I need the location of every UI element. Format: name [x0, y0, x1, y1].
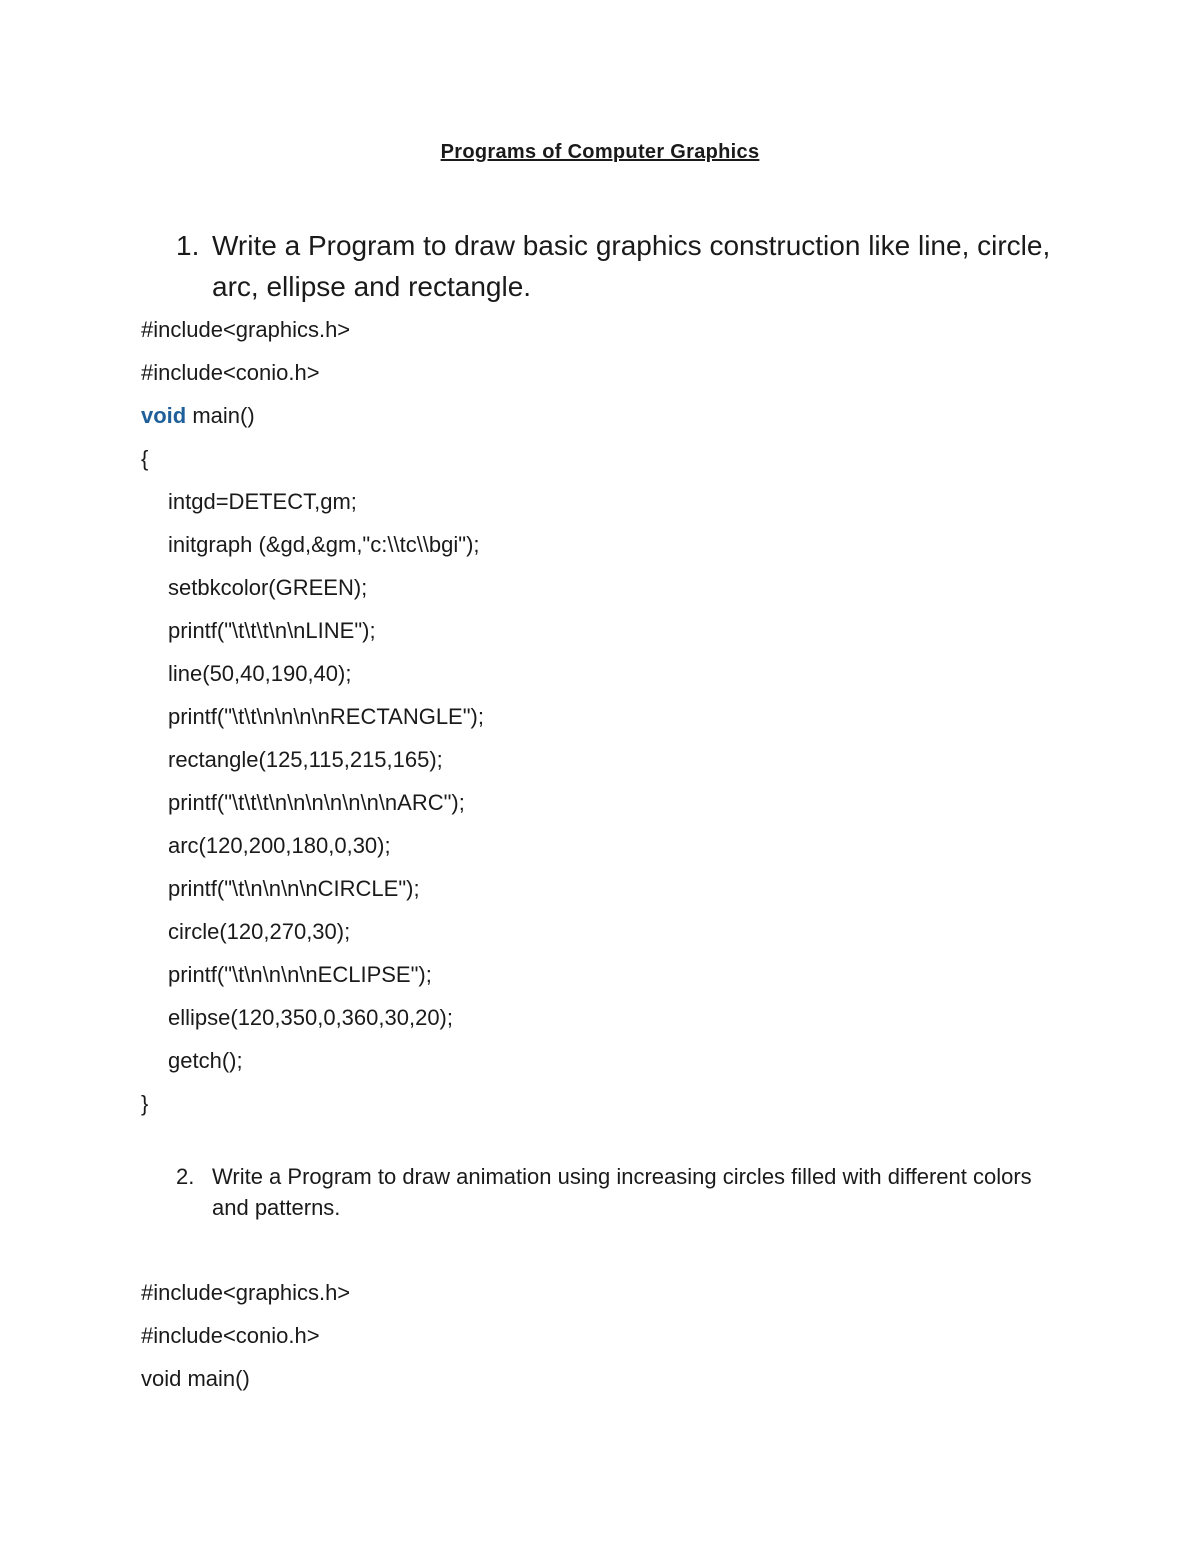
code-include-graphics: #include<graphics.h> [141, 1280, 351, 1305]
code-line: line(50,40,190,40); [168, 661, 352, 686]
question-1-text: Write a Program to draw basic graphics construction like line, circle, arc, ellipse and rectangle. [212, 230, 1051, 302]
code-line: initgraph (&gd,&gm,"c:\\tc\\bgi"); [168, 532, 480, 557]
main-declaration: main() [186, 403, 255, 428]
code-line: intgd=DETECT,gm; [168, 489, 357, 514]
code-line: printf("\t\n\n\n\nECLIPSE"); [168, 962, 432, 987]
keyword-void: void [141, 403, 187, 428]
code-include-conio: #include<conio.h> [141, 360, 320, 385]
code-line: setbkcolor(GREEN); [168, 575, 368, 600]
question-2-text: Write a Program to draw animation using increasing circles filled with different colors and patterns. [212, 1164, 1032, 1220]
code-line: printf("\t\t\n\n\n\nRECTANGLE"); [168, 704, 484, 729]
code-line: printf("\t\t\t\n\n\n\n\n\n\nARC"); [168, 790, 465, 815]
code-line: arc(120,200,180,0,30); [168, 833, 391, 858]
question-1-number: 1. [176, 230, 200, 261]
question-2-number: 2. [176, 1164, 195, 1189]
code-main-signature: void main() [141, 1366, 250, 1391]
code-line: getch(); [168, 1048, 243, 1073]
code-main-signature [141, 403, 255, 429]
page-title: Programs of Computer Graphics [440, 141, 760, 163]
code-include-graphics: #include<graphics.h> [141, 317, 351, 342]
code-line: printf("\t\n\n\n\nCIRCLE"); [168, 876, 420, 901]
code-line: ellipse(120,350,0,360,30,20); [168, 1005, 453, 1030]
code-close-brace: } [141, 1091, 149, 1116]
code-line: circle(120,270,30); [168, 919, 351, 944]
code-include-conio: #include<conio.h> [141, 1323, 320, 1348]
code-open-brace: { [141, 446, 149, 471]
code-line: printf("\t\t\t\n\nLINE"); [168, 618, 376, 643]
code-line: rectangle(125,115,215,165); [168, 747, 443, 772]
